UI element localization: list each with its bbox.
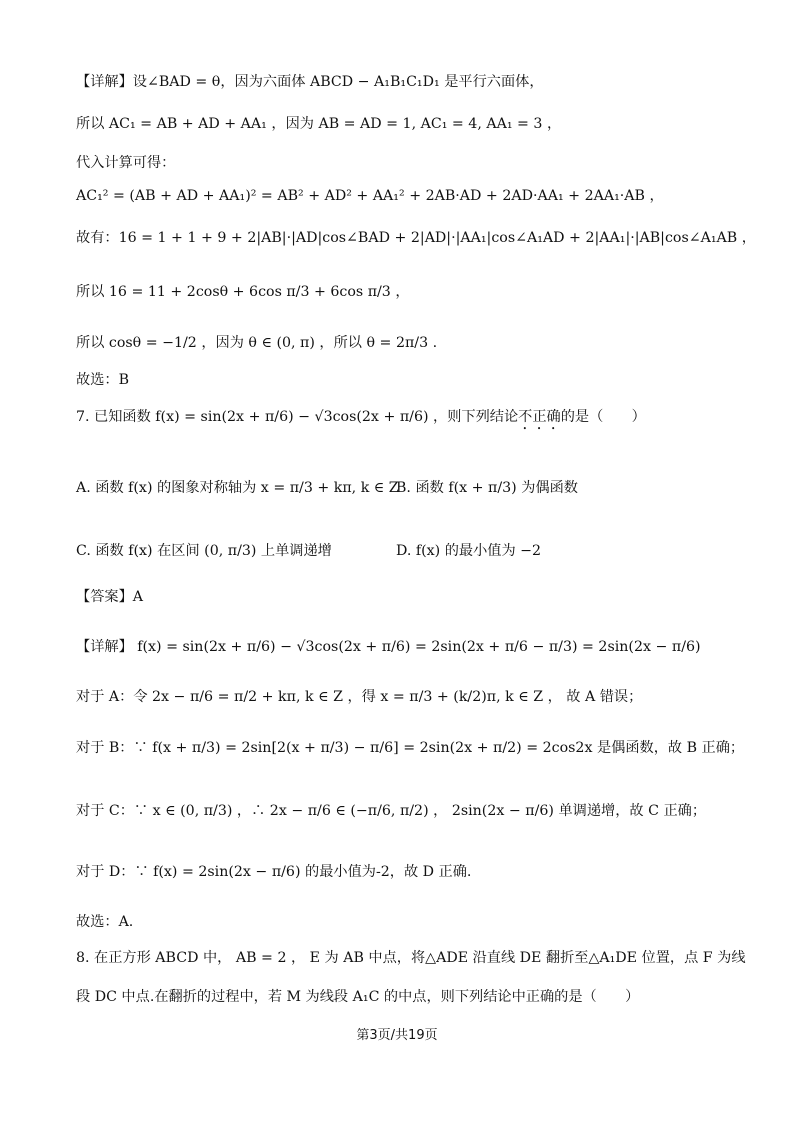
option-d: D. f(x) 的最小值为 −2 <box>396 543 542 559</box>
line-cos-theta: 所以 cosθ = −1/2 ，因为 θ ∈ (0, π) ，所以 θ = 2π/3 . <box>76 335 438 351</box>
line-choose-b: 故选：B <box>76 372 129 388</box>
question-8-line1: 8. 在正方形 ABCD 中， AB = 2 ， E 为 AB 中点，将△ADE 沿直线 DE 翻折至△A₁DE 位置，点 F 为线 <box>76 950 746 966</box>
line-square-expansion: AC₁² = (AB + AD + AA₁)² = AB² + AD² + AA₁² + 2AB·AD + 2AD·AA₁ + 2AA₁·AB ， <box>76 188 664 204</box>
option-a: A. 函数 f(x) 的图象对称轴为 x = π/3 + kπ, k ∈ Z <box>76 480 399 496</box>
line-vector-sum: 所以 AC₁ = AB + AD + AA₁ ，因为 AB = AD = 1, AC₁ = 4, AA₁ = 3 ， <box>76 116 562 132</box>
option-b: B. 函数 f(x + π/3) 为偶函数 <box>396 480 578 496</box>
question-8-line2: 段 DC 中点.在翻折的过程中，若 M 为线段 A₁C 的中点，则下列结论中正确的是（ ） <box>76 989 640 1005</box>
option-c: C. 函数 f(x) 在区间 (0, π/3) 上单调递增 <box>76 543 332 559</box>
detail-b: 对于 B：∵ f(x + π/3) = 2sin[2(x + π/3) − π/6] = 2sin(2x + π/2) = 2cos2x 是偶函数，故 B 正确； <box>76 740 745 756</box>
line-therefore: 故有：16 = 1 + 1 + 9 + 2|AB|·|AD|cos∠BAD + 2|AD|·|AA₁|cos∠A₁AD + 2|AA₁|·|AB|cos∠A₁AB ， <box>76 230 756 246</box>
line-detail-setup: 【详解】设∠BAD = θ，因为六面体 ABCD − A₁B₁C₁D₁ 是平行六面体， <box>76 74 544 90</box>
detail-a: 对于 A：令 2x − π/6 = π/2 + kπ, k ∈ Z ，得 x = π/3 + (k/2)π, k ∈ Z ， 故 A 错误； <box>76 689 643 705</box>
page-number: 第3页/共19页 <box>356 1028 438 1043</box>
question-7: 7. 已知函数 f(x) = sin(2x + π/6) − √3cos(2x + π/6) ，则下列结论不正确的是（ ） <box>76 409 646 425</box>
line-equation: 所以 16 = 11 + 2cosθ + 6cos π/3 + 6cos π/3 ， <box>76 284 410 300</box>
answer-label: 【答案】A <box>76 589 143 605</box>
line-substitute: 代入计算可得： <box>76 155 176 171</box>
detail-simplify: 【详解】 f(x) = sin(2x + π/6) − √3cos(2x + π/6) = 2sin(2x + π/6 − π/3) = 2sin(2x − π/6) <box>76 639 701 655</box>
detail-c: 对于 C：∵ x ∈ (0, π/3) ，∴ 2x − π/6 ∈ (−π/6, π/2) ， 2sin(2x − π/6) 单调递增，故 C 正确； <box>76 803 707 819</box>
line-choose-a: 故选：A. <box>76 914 134 930</box>
detail-d: 对于 D：∵ f(x) = 2sin(2x − π/6) 的最小值为-2，故 D 正确. <box>76 864 472 880</box>
